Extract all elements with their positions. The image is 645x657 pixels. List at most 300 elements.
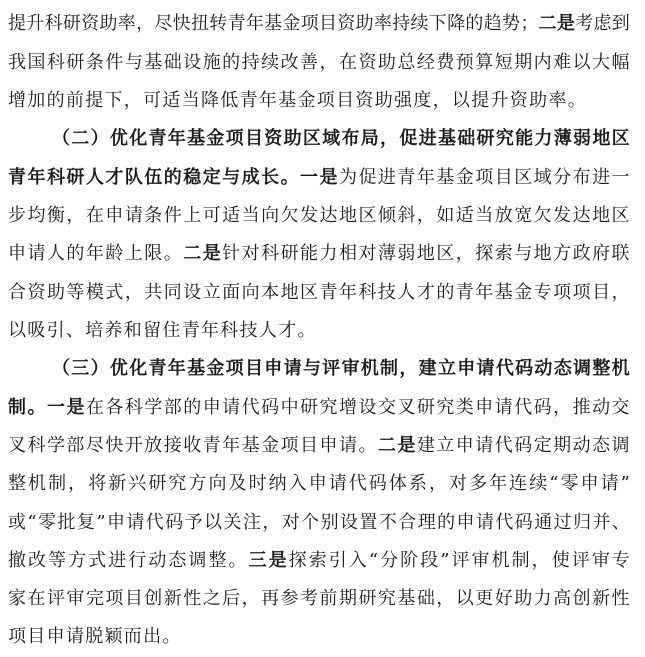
bold-char: 优 — [109, 128, 128, 149]
char: 交 — [377, 397, 396, 418]
bold-char: 定 — [202, 167, 221, 188]
char: ， — [241, 588, 260, 609]
bold-char: 基 — [187, 358, 206, 379]
char: 入 — [288, 473, 307, 494]
char: 向 — [208, 473, 227, 494]
char: 上 — [124, 243, 143, 264]
char: 推 — [572, 397, 591, 418]
char: ， — [136, 13, 155, 34]
char: 机 — [28, 473, 47, 494]
char: 势 — [502, 13, 521, 34]
char: 项 — [300, 13, 319, 34]
text-line — [8, 273, 630, 313]
char: 适 — [222, 205, 241, 226]
bold-char: 三 — [248, 550, 267, 571]
char: 算 — [475, 52, 494, 73]
text-line — [8, 617, 182, 657]
char: 续 — [261, 52, 280, 73]
char: 技 — [377, 282, 396, 303]
char: 可 — [202, 205, 221, 226]
bold-char: 二 — [538, 13, 557, 34]
char: 请 — [124, 205, 143, 226]
text-line — [8, 158, 630, 198]
char: 究 — [319, 397, 338, 418]
char: 代 — [514, 397, 533, 418]
bold-char: 目 — [244, 128, 263, 149]
char: 期 — [338, 588, 357, 609]
char: 如 — [436, 205, 455, 226]
bold-char: 科 — [46, 167, 65, 188]
char: 代 — [348, 473, 367, 494]
char: 快 — [105, 435, 124, 456]
bold-char: 布 — [341, 128, 360, 149]
char: ” — [96, 512, 106, 533]
bold-char: 长 — [261, 167, 280, 188]
char: 提 — [8, 13, 26, 34]
char: 区 — [611, 205, 630, 226]
char: 升 — [26, 13, 45, 34]
char: 欠 — [280, 205, 299, 226]
char: 零 — [560, 473, 579, 494]
char: ” — [620, 473, 630, 494]
char: 合 — [8, 282, 26, 303]
char: 本 — [261, 282, 280, 303]
char: 在 — [85, 397, 104, 418]
bold-char: 化 — [129, 358, 148, 379]
char: ， — [66, 205, 85, 226]
char: ， — [611, 282, 630, 303]
bold-char: 青 — [8, 167, 26, 188]
char: 专 — [611, 550, 630, 571]
char: 审 — [591, 550, 610, 571]
char: 进 — [377, 167, 396, 188]
char: 步 — [8, 205, 26, 226]
char: 区 — [358, 205, 377, 226]
char: 学 — [144, 397, 163, 418]
char: ， — [124, 282, 143, 303]
bold-char: ， — [399, 358, 418, 379]
char: 幅 — [611, 52, 630, 73]
char: 请 — [338, 435, 357, 456]
char: 码 — [514, 512, 533, 533]
char: 代 — [494, 435, 513, 456]
char: 分 — [380, 550, 399, 571]
char: 调 — [188, 550, 207, 571]
bold-char: 促 — [399, 128, 418, 149]
char: 将 — [88, 473, 107, 494]
bold-char: 局 — [360, 128, 379, 149]
char: 及 — [228, 473, 247, 494]
char: 区 — [514, 167, 533, 188]
char: 青 — [455, 282, 474, 303]
char: 代 — [145, 512, 164, 533]
bold-char: 化 — [129, 128, 148, 149]
char: 才 — [416, 282, 435, 303]
char: 金 — [282, 13, 301, 34]
bold-char: ， — [380, 128, 399, 149]
char: 究 — [436, 397, 455, 418]
char: 通 — [534, 512, 553, 533]
bold-char: 二 — [183, 243, 202, 264]
char: 础 — [163, 52, 182, 73]
char: 码 — [514, 435, 533, 456]
char: 上 — [183, 205, 202, 226]
char: 请 — [126, 512, 145, 533]
char: 创 — [572, 588, 591, 609]
char: 能 — [300, 243, 319, 264]
char: 码 — [533, 397, 552, 418]
char: 方 — [553, 243, 572, 264]
char: 审 — [66, 588, 85, 609]
char: 均 — [27, 205, 46, 226]
char: 的 — [183, 397, 202, 418]
char: 多 — [469, 473, 488, 494]
char: 发 — [553, 205, 572, 226]
char: 当 — [241, 205, 260, 226]
bold-char: 动 — [534, 358, 553, 379]
char: 地 — [280, 282, 299, 303]
char: 探 — [288, 550, 307, 571]
char: 评 — [571, 550, 590, 571]
char: 目 — [319, 13, 338, 34]
char: 的 — [222, 52, 241, 73]
bold-char: 助 — [283, 128, 302, 149]
bold-char: 目 — [244, 358, 263, 379]
char: 连 — [509, 473, 528, 494]
char: 我 — [8, 52, 26, 73]
text-line — [8, 196, 630, 236]
text-line — [8, 503, 630, 543]
char: 合 — [398, 512, 417, 533]
char: 科 — [46, 52, 65, 73]
char: 进 — [592, 167, 611, 188]
char: 斜 — [397, 205, 416, 226]
char: 基 — [494, 282, 513, 303]
char: 码 — [261, 397, 280, 418]
char: 率 — [373, 13, 392, 34]
char: 向 — [261, 205, 280, 226]
bold-char: 资 — [264, 128, 283, 149]
char: 专 — [533, 282, 552, 303]
char: 段 — [420, 550, 439, 571]
char: 金 — [455, 167, 474, 188]
char: 人 — [397, 282, 416, 303]
char: 、 — [611, 512, 630, 533]
char: 评 — [46, 588, 65, 609]
char: 研 — [416, 397, 435, 418]
bold-char: 与 — [302, 358, 321, 379]
char: 地 — [338, 205, 357, 226]
bold-char: 年 — [167, 128, 186, 149]
char: 制 — [511, 550, 530, 571]
char: 再 — [261, 588, 280, 609]
char: 金 — [261, 435, 280, 456]
text-line — [8, 81, 587, 121]
char: 调 — [611, 435, 630, 456]
bold-char: ） — [90, 358, 109, 379]
bold-char: 项 — [225, 358, 244, 379]
char: 过 — [553, 512, 572, 533]
bold-char: 与 — [222, 167, 241, 188]
char: 。 — [228, 550, 247, 571]
char: ， — [428, 473, 447, 494]
char: 研 — [280, 243, 299, 264]
char: 扭 — [190, 13, 209, 34]
bold-char: 请 — [283, 358, 302, 379]
char: 到 — [611, 13, 630, 34]
bold-char: 是 — [66, 397, 85, 418]
char: ， — [68, 473, 87, 494]
char: 项 — [280, 435, 299, 456]
char: 置 — [359, 512, 378, 533]
char: 立 — [202, 282, 221, 303]
char: 开 — [124, 435, 143, 456]
char: 虑 — [593, 13, 612, 34]
char: 向 — [241, 282, 260, 303]
char: 当 — [475, 205, 494, 226]
char: 地 — [592, 205, 611, 226]
char: 资 — [358, 52, 377, 73]
char: 申 — [580, 473, 599, 494]
char: 基 — [397, 588, 416, 609]
bold-char: 区 — [611, 128, 630, 149]
char: 家 — [8, 588, 26, 609]
bold-char: 青 — [148, 358, 167, 379]
bold-char: 人 — [85, 167, 104, 188]
text-line — [8, 464, 630, 504]
char: 助 — [99, 13, 118, 34]
bold-char: 础 — [457, 128, 476, 149]
bold-char: 研 — [476, 128, 495, 149]
char: 设 — [358, 397, 377, 418]
char: ； — [520, 13, 539, 34]
bold-char: 力 — [534, 128, 553, 149]
char: 助 — [514, 588, 533, 609]
char: 的 — [437, 512, 456, 533]
char: 在 — [338, 52, 357, 73]
char: 助 — [355, 13, 374, 34]
char: 与 — [124, 52, 143, 73]
char: 引 — [328, 550, 347, 571]
char: 评 — [451, 550, 470, 571]
char: 叉 — [8, 435, 26, 456]
char: 动 — [148, 550, 167, 571]
char: 区 — [436, 243, 455, 264]
bold-char: 制 — [380, 358, 399, 379]
bold-char: 进 — [418, 128, 437, 149]
char: 之 — [202, 588, 221, 609]
char: ， — [262, 512, 281, 533]
char: 更 — [475, 588, 494, 609]
text-line — [8, 388, 630, 428]
char: 目 — [494, 167, 513, 188]
char: 增 — [338, 397, 357, 418]
char: 科 — [124, 397, 143, 418]
char: ， — [553, 397, 572, 418]
char: 申 — [455, 435, 474, 456]
char: 改 — [28, 550, 47, 571]
bold-char: 评 — [322, 358, 341, 379]
bold-char: 态 — [553, 358, 572, 379]
char: 一 — [611, 167, 630, 188]
bold-char: ） — [90, 128, 109, 149]
char: 科 — [261, 243, 280, 264]
char: 薄 — [377, 243, 396, 264]
char: 入 — [348, 550, 367, 571]
char: 发 — [300, 205, 319, 226]
char: 高 — [553, 588, 572, 609]
char: 机 — [491, 550, 510, 571]
char: 达 — [319, 205, 338, 226]
char: 归 — [573, 512, 592, 533]
char: 新 — [592, 588, 611, 609]
char: 方 — [68, 550, 87, 571]
char: 行 — [128, 550, 147, 571]
char: 交 — [611, 397, 630, 418]
char: 以 — [572, 52, 591, 73]
char: 弱 — [397, 243, 416, 264]
char: 进 — [108, 550, 127, 571]
char: 完 — [85, 588, 104, 609]
bold-char: 是 — [268, 550, 287, 571]
char: 续 — [410, 13, 429, 34]
char: 项 — [105, 588, 124, 609]
char: 叉 — [397, 397, 416, 418]
char: 请 — [328, 473, 347, 494]
char: 力 — [319, 243, 338, 264]
char: 青 — [397, 167, 416, 188]
text-line — [8, 311, 317, 351]
bold-char: （ — [52, 358, 70, 379]
char: 在 — [85, 205, 104, 226]
bold-char: 薄 — [553, 128, 572, 149]
char: 复 — [76, 512, 95, 533]
char: 以 — [204, 512, 223, 533]
char: 性 — [183, 588, 202, 609]
char: 同 — [163, 282, 182, 303]
bold-char: 伍 — [144, 167, 163, 188]
char: 放 — [144, 435, 163, 456]
char: 考 — [575, 13, 594, 34]
char: 资 — [337, 13, 356, 34]
bold-char: 的 — [163, 167, 182, 188]
char: 倾 — [377, 205, 396, 226]
bold-char: 金 — [206, 128, 225, 149]
char: 代 — [495, 512, 514, 533]
char: ， — [531, 550, 550, 571]
bold-char: 。 — [27, 397, 46, 418]
bold-char: 审 — [341, 358, 360, 379]
char: 目 — [300, 435, 319, 456]
char: 放 — [494, 205, 513, 226]
char: 件 — [105, 52, 124, 73]
char: 申 — [106, 512, 125, 533]
char: 建 — [416, 435, 435, 456]
bold-char: 立 — [437, 358, 456, 379]
char: ” — [440, 550, 450, 571]
bold-char: 优 — [109, 358, 128, 379]
char: 方 — [188, 473, 207, 494]
char: 后 — [222, 588, 241, 609]
text-line — [8, 426, 630, 466]
bold-char: 制 — [8, 397, 26, 418]
char: 新 — [108, 473, 127, 494]
char: 设 — [183, 282, 202, 303]
char: 或 — [8, 512, 26, 533]
char: 年 — [338, 282, 357, 303]
bold-char: 三 — [71, 358, 90, 379]
char: 接 — [163, 435, 182, 456]
char: 域 — [533, 167, 552, 188]
text-line — [8, 234, 630, 274]
char: 申 — [319, 435, 338, 456]
char: 对 — [281, 512, 300, 533]
char: 学 — [46, 435, 65, 456]
bold-char: 建 — [418, 358, 437, 379]
char: 年 — [222, 435, 241, 456]
char: 短 — [494, 52, 513, 73]
char: 基 — [241, 435, 260, 456]
bold-char: 成 — [241, 167, 260, 188]
char: ， — [455, 243, 474, 264]
char: 设 — [340, 512, 358, 533]
bold-char: 请 — [476, 358, 495, 379]
char: 相 — [338, 243, 357, 264]
text-line — [8, 43, 630, 83]
char: 态 — [592, 435, 611, 456]
char: 以 — [455, 588, 474, 609]
char: 目 — [592, 282, 611, 303]
char: 整 — [208, 550, 227, 571]
char: 人 — [46, 243, 65, 264]
char: 预 — [455, 52, 474, 73]
char: 关 — [223, 512, 242, 533]
char: 难 — [553, 52, 572, 73]
char: 定 — [533, 435, 552, 456]
char: 不 — [378, 512, 397, 533]
bold-char: 是 — [319, 167, 338, 188]
char: 设 — [183, 52, 202, 73]
char: 请 — [222, 397, 241, 418]
char: 助 — [377, 52, 396, 73]
char: 地 — [416, 243, 435, 264]
char: 撤 — [8, 550, 26, 571]
char: 纳 — [268, 473, 287, 494]
char: 分 — [553, 167, 572, 188]
char: 大 — [592, 52, 611, 73]
char: 索 — [494, 243, 513, 264]
char: 参 — [280, 588, 299, 609]
text-line — [8, 579, 630, 619]
char: 青 — [227, 13, 246, 34]
char: 批 — [57, 512, 76, 533]
char: 态 — [168, 550, 187, 571]
char: 新 — [163, 588, 182, 609]
char: 尽 — [85, 435, 104, 456]
char: 期 — [514, 52, 533, 73]
char: 持 — [241, 52, 260, 73]
char: 零 — [38, 512, 57, 533]
bold-char: 二 — [71, 128, 90, 149]
char: 率 — [117, 13, 136, 34]
char: 科 — [358, 282, 377, 303]
char: 共 — [144, 282, 163, 303]
char: 码 — [368, 473, 387, 494]
char: 。 — [163, 243, 182, 264]
char: 针 — [222, 243, 241, 264]
char: 尽 — [154, 13, 173, 34]
char: 申 — [105, 205, 124, 226]
